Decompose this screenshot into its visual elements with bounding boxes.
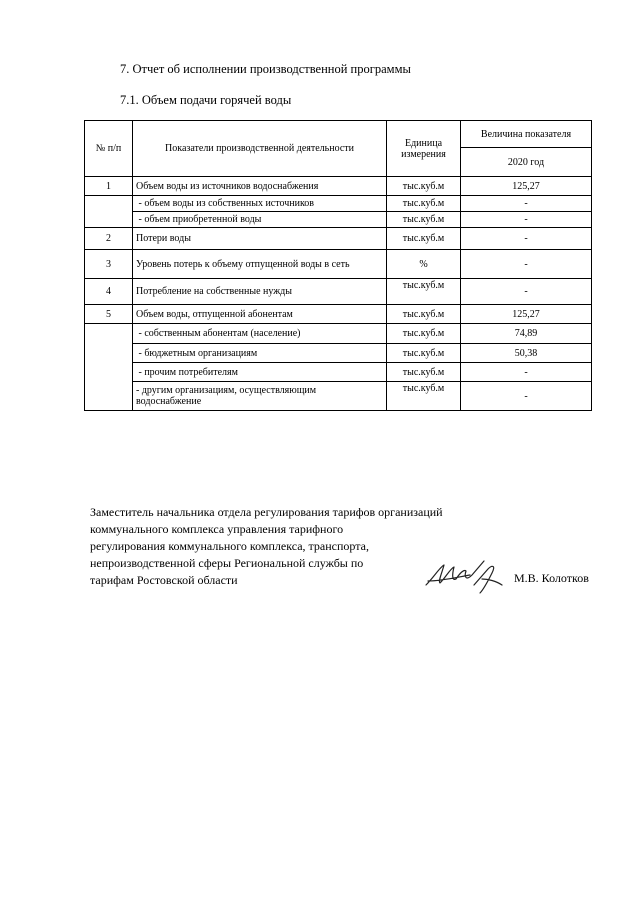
subsection-heading: 7.1. Объем подачи горячей воды — [120, 93, 292, 107]
row-indicator: - прочим потребителям — [133, 363, 387, 382]
row-indicator: Уровень потерь к объему отпущенной воды в сеть — [133, 250, 387, 279]
header-value: Величина показателя — [461, 121, 592, 148]
row-value: - — [461, 196, 592, 212]
header-unit: Единица измерения — [387, 121, 461, 177]
row-value: 50,38 — [461, 344, 592, 363]
row-indicator: Потребление на собственные нужды — [133, 279, 387, 305]
row-num: 2 — [85, 228, 133, 250]
row-num: 5 — [85, 305, 133, 324]
row-unit: тыс.куб.м — [387, 324, 461, 344]
signatory-position-line: тарифам Ростовской области — [90, 573, 238, 587]
signatory-position-line: непроизводственной сферы Региональной службы по — [90, 556, 364, 570]
row-indicator: - объем воды из собственных источников — [133, 196, 387, 212]
row-unit: тыс.куб.м — [387, 177, 461, 196]
row-num: 3 — [85, 250, 133, 279]
signatory-name: М.В. Колотков — [514, 571, 589, 585]
row-value: - — [461, 279, 592, 305]
row-indicator: - бюджетным организациям — [133, 344, 387, 363]
row-unit: тыс.куб.м — [387, 305, 461, 324]
row-unit: тыс.куб.м — [387, 382, 461, 411]
row-unit: тыс.куб.м — [387, 279, 461, 305]
header-indicator: Показатели производственной деятельности — [133, 121, 387, 177]
row-indicator: Потери воды — [133, 228, 387, 250]
row-indicator: - собственным абонентам (население) — [133, 324, 387, 344]
row-num: 1 — [85, 177, 133, 196]
signatory-position-line: Заместитель начальника отдела регулирования тарифов организаций — [90, 505, 443, 519]
row-unit: % — [387, 250, 461, 279]
row-value: - — [461, 250, 592, 279]
row-value: - — [461, 212, 592, 228]
row-unit: тыс.куб.м — [387, 344, 461, 363]
row-indicator: Объем воды из источников водоснабжения — [133, 177, 387, 196]
row-unit: тыс.куб.м — [387, 228, 461, 250]
row-value: - — [461, 228, 592, 250]
row-indicator: - объем приобретенной воды — [133, 212, 387, 228]
row-unit: тыс.куб.м — [387, 363, 461, 382]
row-value: - — [461, 363, 592, 382]
signatory-position-line: коммунального комплекса управления тарифного — [90, 522, 344, 536]
row-indicator: - другим организациям, осуществляющим водоснабжение — [133, 382, 387, 411]
row-num — [85, 196, 133, 228]
row-unit: тыс.куб.м — [387, 196, 461, 212]
row-unit: тыс.куб.м — [387, 212, 461, 228]
handwritten-signature — [422, 555, 506, 597]
header-num: № п/п — [85, 121, 133, 177]
row-value: 125,27 — [461, 305, 592, 324]
row-num — [85, 324, 133, 411]
row-value: 125,27 — [461, 177, 592, 196]
header-year: 2020 год — [461, 148, 592, 177]
row-indicator: Объем воды, отпущенной абонентам — [133, 305, 387, 324]
row-num: 4 — [85, 279, 133, 305]
row-value: 74,89 — [461, 324, 592, 344]
production-report-table — [84, 120, 592, 411]
signatory-position-line: регулирования коммунального комплекса, транспорта, — [90, 539, 369, 553]
section-heading: 7. Отчет об исполнении производственной программы — [120, 62, 411, 76]
row-value: - — [461, 382, 592, 411]
